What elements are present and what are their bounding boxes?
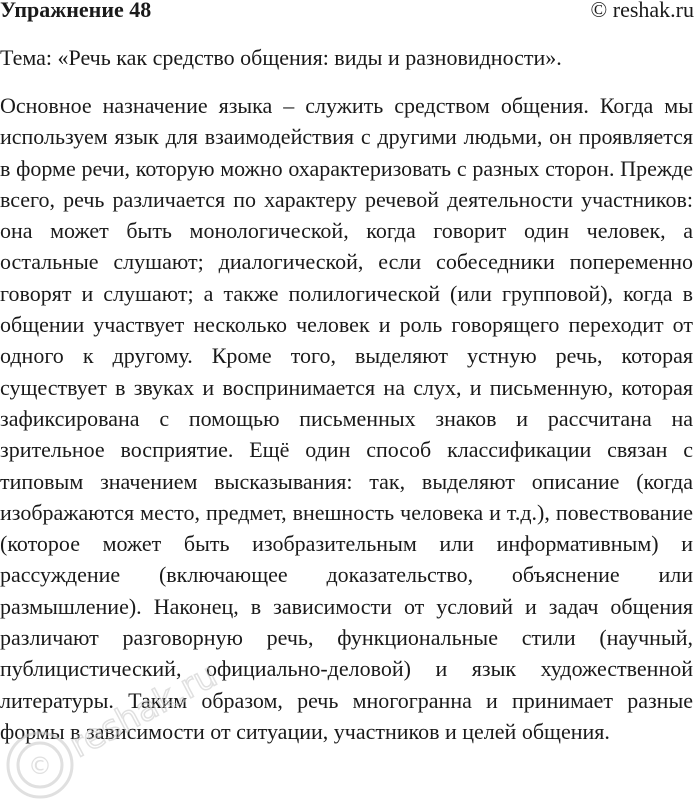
- answer-paragraph: Основное назначение языка – служить средством общения. Когда мы используем язык для взаимодействия с другими людьми, он проявляется в форме речи, которую можно охарактеризовать с разных сторон. Прежде всего, речь различается по характеру речевой деятельности участников: она может быть монологической, когда говорит один человек, а остальные слушают; диалогической, если собеседники попеременно говорят и слушают; а также полилогической (или групповой), когда в общении участвует несколько человек и роль говорящего переходит от одного к другому. Кроме того, выделяют устную речь, которая существует в звуках и воспринимается на слух, и письменную, которая зафиксирована с помощью письменных знаков и рассчитана на зрительное восприятие. Ещё один способ классификации связан с типовым значением высказывания: так, выделяют описание (когда изображаются место, предмет, внешность человека и т.д.), повествование (которое может быть изобразительным или информативным) и рассуждение (включающее доказательство, объяснение или размышление). Наконец, в зависимости от условий и задач общения различают разговорную речь, функциональные стили (научный, публицистический, официально-деловой) и язык художественной литературы. Таким образом, речь многогранна и принимает разные формы в зависимости от ситуации, участников и целей общения.: [0, 93, 693, 744]
- exercise-title: Упражнение 48: [0, 0, 152, 22]
- svg-text:©: ©: [28, 752, 52, 780]
- site-credit: © reshak.ru: [590, 0, 694, 22]
- page-header: [0, 0, 697, 24]
- topic-line: Тема: «Речь как средство общения: виды и разновидности».: [0, 45, 562, 70]
- svg-text:reshak.ru: reshak.ru: [63, 655, 224, 766]
